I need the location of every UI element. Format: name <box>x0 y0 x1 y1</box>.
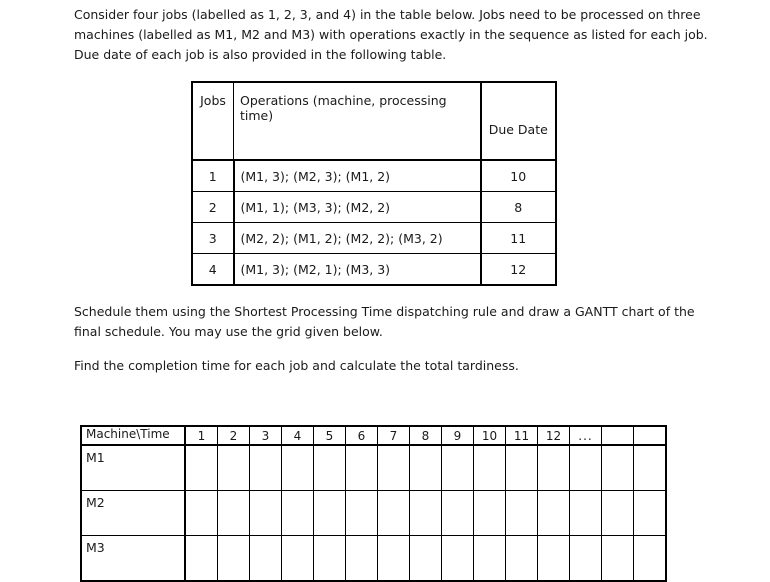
grid-cell <box>314 491 346 536</box>
corner-label: Machine\Time <box>81 426 185 445</box>
grid-cell <box>442 491 474 536</box>
grid-cell <box>442 536 474 582</box>
instruction-paragraph: Schedule them using the Shortest Processing Time dispatching rule and draw a GANTT chart of the final schedule. You may use the grid given below. <box>74 304 695 339</box>
grid-cell <box>346 536 378 582</box>
grid-cell <box>634 491 667 536</box>
job-id: 3 <box>192 223 234 254</box>
table-row <box>192 160 556 192</box>
gantt-machine-row <box>81 445 666 491</box>
table-row <box>192 254 556 286</box>
grid-cell <box>474 445 506 491</box>
grid-cell <box>282 491 314 536</box>
job-id: 1 <box>192 160 234 192</box>
time-label: 11 <box>506 426 538 445</box>
time-label: 10 <box>474 426 506 445</box>
job-operations: (M1, 1); (M3, 3); (M2, 2) <box>234 192 481 223</box>
jobs-table <box>191 81 557 286</box>
time-label: 1 <box>185 426 218 445</box>
grid-cell <box>506 445 538 491</box>
grid-cell <box>282 445 314 491</box>
grid-cell <box>185 536 218 582</box>
grid-cell <box>602 536 634 582</box>
gantt-grid <box>80 425 667 582</box>
grid-cell <box>634 536 667 582</box>
grid-cell <box>634 445 667 491</box>
grid-cell <box>506 536 538 582</box>
grid-cell <box>378 536 410 582</box>
grid-cell <box>314 445 346 491</box>
table-row <box>192 192 556 223</box>
grid-cell <box>218 445 250 491</box>
grid-cell <box>474 491 506 536</box>
gantt-header-row <box>81 426 666 445</box>
time-label: 4 <box>282 426 314 445</box>
grid-cell <box>410 536 442 582</box>
grid-cell <box>378 491 410 536</box>
grid-cell <box>346 445 378 491</box>
grid-cell <box>314 536 346 582</box>
time-label: 5 <box>314 426 346 445</box>
job-due-date: 12 <box>481 254 556 286</box>
grid-cell <box>218 536 250 582</box>
time-label: 9 <box>442 426 474 445</box>
time-label: 8 <box>410 426 442 445</box>
grid-cell <box>506 491 538 536</box>
job-due-date: 10 <box>481 160 556 192</box>
intro-paragraph: Consider four jobs (labelled as 1, 2, 3, and 4) in the table below. Jobs need to be processed on three machines (labelled as M1, M2 and M3) with operations exactly in the sequence as listed for each job. Due date of each job is also provided in the following table. <box>74 7 708 62</box>
header-operations: Operations (machine, processing time) <box>234 82 481 160</box>
grid-cell <box>442 445 474 491</box>
machine-label: M3 <box>81 536 185 582</box>
grid-cell <box>570 536 602 582</box>
grid-cell <box>602 491 634 536</box>
grid-cell <box>185 445 218 491</box>
time-label: 3 <box>250 426 282 445</box>
grid-cell <box>538 536 570 582</box>
grid-cell <box>538 445 570 491</box>
gantt-machine-row <box>81 491 666 536</box>
grid-cell <box>602 445 634 491</box>
time-label: ... <box>570 426 602 445</box>
grid-cell <box>570 445 602 491</box>
time-label <box>602 426 634 445</box>
time-label: 6 <box>346 426 378 445</box>
grid-cell <box>250 536 282 582</box>
question-paragraph: Find the completion time for each job and calculate the total tardiness. <box>74 358 519 373</box>
time-label: 12 <box>538 426 570 445</box>
time-label: 7 <box>378 426 410 445</box>
grid-cell <box>218 491 250 536</box>
jobs-table-header <box>192 82 556 160</box>
grid-cell <box>410 445 442 491</box>
grid-cell <box>538 491 570 536</box>
grid-cell <box>570 491 602 536</box>
grid-cell <box>378 445 410 491</box>
job-due-date: 8 <box>481 192 556 223</box>
job-operations: (M1, 3); (M2, 1); (M3, 3) <box>234 254 481 286</box>
table-row <box>192 223 556 254</box>
machine-label: M2 <box>81 491 185 536</box>
job-id: 2 <box>192 192 234 223</box>
grid-cell <box>185 491 218 536</box>
time-label <box>634 426 667 445</box>
job-operations: (M1, 3); (M2, 3); (M1, 2) <box>234 160 481 192</box>
header-due-date: Due Date <box>481 82 556 160</box>
header-jobs: Jobs <box>192 82 234 160</box>
machine-label: M1 <box>81 445 185 491</box>
grid-cell <box>250 491 282 536</box>
job-operations: (M2, 2); (M1, 2); (M2, 2); (M3, 2) <box>234 223 481 254</box>
grid-cell <box>250 445 282 491</box>
job-id: 4 <box>192 254 234 286</box>
grid-cell <box>474 536 506 582</box>
grid-cell <box>410 491 442 536</box>
job-due-date: 11 <box>481 223 556 254</box>
grid-cell <box>282 536 314 582</box>
gantt-machine-row <box>81 536 666 582</box>
time-label: 2 <box>218 426 250 445</box>
grid-cell <box>346 491 378 536</box>
